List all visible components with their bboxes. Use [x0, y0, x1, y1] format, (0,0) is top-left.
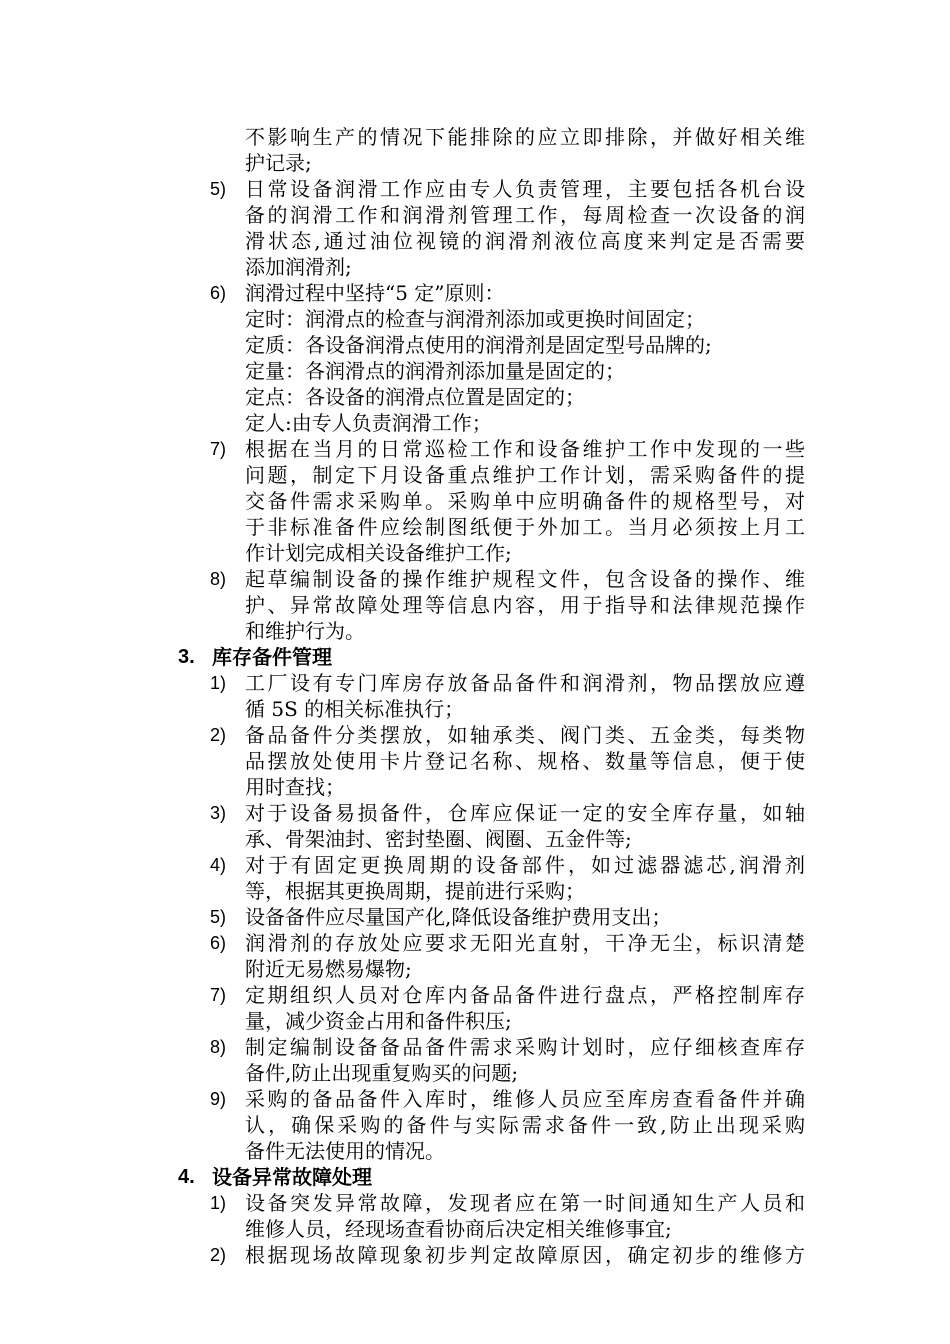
- list-number: 2): [210, 725, 227, 745]
- list-item-line: 定点：各设备的润滑点位置是固定的；: [245, 385, 585, 409]
- list-number: 5): [210, 179, 227, 199]
- list-item-line: 定量：各润滑点的润滑剂添加量是固定的；: [245, 359, 625, 383]
- list-item-line: 认，确保采购的备件与实际需求备件一致,防止出现采购: [245, 1113, 805, 1137]
- list-item-line: 作计划完成相关设备维护工作;: [245, 541, 512, 565]
- list-number: 1): [210, 673, 227, 693]
- section-heading: 设备异常故障处理: [212, 1165, 372, 1189]
- list-item-line: 于非标准备件应绘制图纸便于外加工。当月必须按上月工: [245, 515, 805, 539]
- list-item-line: 滑状态,通过油位视镜的润滑剂液位高度来判定是否需要: [245, 229, 805, 253]
- list-item-line: 问题，制定下月设备重点维护工作计划，需采购备件的提: [245, 463, 805, 487]
- list-item-line: 等，根据其更换周期，提前进行采购；: [245, 879, 585, 903]
- list-item-line: 根据现场故障现象初步判定故障原因，确定初步的维修方: [245, 1243, 805, 1267]
- list-number: 8): [210, 569, 227, 589]
- list-item-line: 备的润滑工作和润滑剂管理工作，每周检查一次设备的润: [245, 203, 805, 227]
- list-item-line: 定时：润滑点的检查与润滑剂添加或更换时间固定；: [245, 307, 705, 331]
- list-item-line: 定人:由专人负责润滑工作；: [245, 411, 492, 435]
- list-number: 7): [210, 985, 227, 1005]
- list-number: 5): [210, 907, 227, 927]
- list-item-line: 附近无易燃易爆物;: [245, 957, 412, 981]
- list-item-line: 对于有固定更换周期的设备部件，如过滤器滤芯,润滑剂: [245, 853, 805, 877]
- paragraph-line: 不影响生产的情况下能排除的应立即排除，并做好相关维: [245, 125, 805, 149]
- list-item-line: 起草编制设备的操作维护规程文件，包含设备的操作、维: [245, 567, 805, 591]
- list-item-line: 定期组织人员对仓库内备品备件进行盘点，严格控制库存: [245, 983, 805, 1007]
- list-item-line: 用时查找；: [245, 775, 345, 799]
- list-item-line: 品摆放处使用卡片登记名称、规格、数量等信息，便于使: [245, 749, 805, 773]
- list-number: 9): [210, 1089, 227, 1109]
- paragraph-line: 护记录;: [245, 151, 312, 175]
- list-item-line: 日常设备润滑工作应由专人负责管理，主要包括各机台设: [245, 177, 805, 201]
- list-item-line: 备件,防止出现重复购买的问题;: [245, 1061, 519, 1085]
- list-item-line: 维修人员，经现场查看协商后决定相关维修事宜;: [245, 1217, 672, 1241]
- list-number: 2): [210, 1245, 227, 1265]
- list-number: 7): [210, 439, 227, 459]
- list-item-line: 备品备件分类摆放，如轴承类、阀门类、五金类，每类物: [245, 723, 805, 747]
- list-item-line: 备件无法使用的情况。: [245, 1139, 445, 1163]
- section-heading: 库存备件管理: [212, 645, 332, 669]
- list-item-line: 添加润滑剂;: [245, 255, 352, 279]
- list-item-line: 润滑过程中坚持“5 定”原则：: [245, 281, 505, 305]
- list-item-line: 设备备件应尽量国产化,降低设备维护费用支出；: [245, 905, 672, 929]
- list-number: 6): [210, 283, 227, 303]
- list-item-line: 定质：各设备润滑点使用的润滑剂是固定型号品牌的;: [245, 333, 712, 357]
- list-number: 3): [210, 803, 227, 823]
- section-number: 4.: [178, 1166, 195, 1188]
- list-item-line: 护、异常故障处理等信息内容，用于指导和法律规范操作: [245, 593, 805, 617]
- list-item-line: 循 5S 的相关标准执行；: [245, 697, 465, 721]
- list-item-line: 润滑剂的存放处应要求无阳光直射，干净无尘，标识清楚: [245, 931, 805, 955]
- list-number: 1): [210, 1193, 227, 1213]
- section-number: 3.: [178, 646, 195, 668]
- list-item-line: 根据在当月的日常巡检工作和设备维护工作中发现的一些: [245, 437, 805, 461]
- list-item-line: 设备突发异常故障，发现者应在第一时间通知生产人员和: [245, 1191, 805, 1215]
- list-item-line: 工厂设有专门库房存放备品备件和润滑剂，物品摆放应遵: [245, 671, 805, 695]
- list-number: 4): [210, 855, 227, 875]
- list-item-line: 交备件需求采购单。采购单中应明确备件的规格型号，对: [245, 489, 805, 513]
- list-item-line: 采购的备品备件入库时，维修人员应至库房查看备件并确: [245, 1087, 805, 1111]
- list-item-line: 和维护行为。: [245, 619, 365, 643]
- list-number: 6): [210, 933, 227, 953]
- list-item-line: 承、骨架油封、密封垫圈、阀圈、五金件等;: [245, 827, 632, 851]
- list-item-line: 量，减少资金占用和备件积压;: [245, 1009, 512, 1033]
- list-item-line: 对于设备易损备件，仓库应保证一定的安全库存量，如轴: [245, 801, 805, 825]
- list-number: 8): [210, 1037, 227, 1057]
- list-item-line: 制定编制设备备品备件需求采购计划时，应仔细核查库存: [245, 1035, 805, 1059]
